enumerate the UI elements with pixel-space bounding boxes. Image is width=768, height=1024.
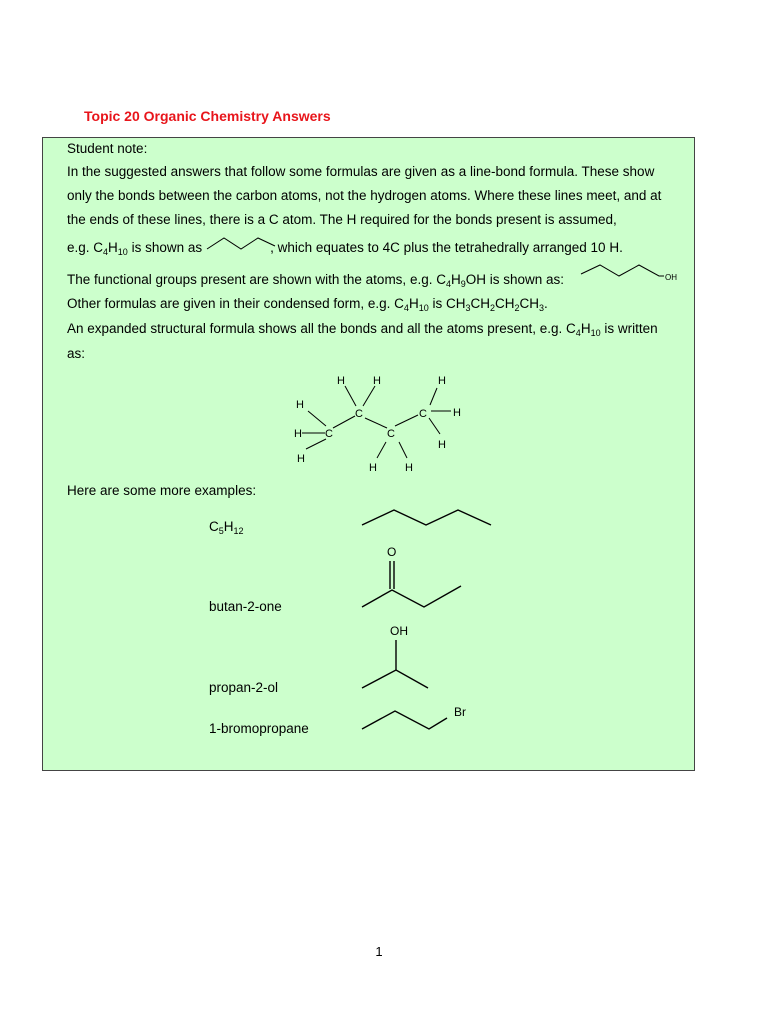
note-heading: Student note: — [67, 141, 148, 156]
note-line-3: the ends of these lines, there is a C atom. The H required for the bonds present is assumed, — [67, 212, 617, 227]
oh-label: OH — [665, 273, 677, 282]
butanol-skeletal-formula — [580, 262, 690, 292]
note-line-1: In the suggested answers that follow some formulas are given as a line-bond formula. These show — [67, 164, 655, 179]
carbon-atom: C — [325, 428, 333, 440]
examples-heading: Here are some more examples: — [67, 483, 257, 498]
carbon-atom: C — [419, 408, 427, 420]
note-line-6: Other formulas are given in their condensed form, e.g. $C_4H_{10}$ is $CH_3CH_2CH_2CH_3$. — [67, 296, 548, 313]
hydrogen-atom: H — [438, 375, 446, 387]
pentane-skeletal-formula — [361, 508, 493, 528]
carbon-atom: C — [355, 408, 363, 420]
hydroxyl-label: OH — [390, 624, 408, 638]
hydrogen-atom: H — [297, 453, 305, 465]
note-line-7: An expanded structural formula shows all the bonds and all the atoms present, e.g. $C_4H_{10}$ is written — [67, 321, 658, 338]
hydrogen-atom: H — [294, 428, 302, 440]
note-line-5: The functional groups present are shown with the atoms, e.g. $C_4H_9OH$ is shown as: — [67, 272, 565, 289]
bromopropane-skeletal-formula — [361, 703, 476, 733]
propanol-skeletal-formula — [361, 621, 431, 691]
bromine-label: Br — [454, 705, 466, 719]
hydrogen-atom: H — [373, 375, 381, 387]
oxygen-label: O — [387, 545, 397, 559]
pentane-label: $C_5H_{12}$ — [209, 519, 244, 536]
hydrogen-atom: H — [405, 462, 413, 474]
bromopropane-label: 1-bromopropane — [209, 721, 309, 736]
page-number: 1 — [375, 944, 383, 959]
hydrogen-atom: H — [296, 399, 304, 411]
note-line-4: e.g. $C_4H_{10}$ is shown as , which equates to 4C plus the tetrahedrally arranged 10 H. — [67, 240, 623, 257]
note-line-2: only the bonds between the carbon atoms, not the hydrogen atoms. Where these lines meet, and at — [67, 188, 662, 203]
carbon-atom: C — [387, 428, 395, 440]
butane-skeletal-formula — [206, 234, 276, 254]
expanded-structural-formula — [277, 366, 487, 476]
hydrogen-atom: H — [369, 462, 377, 474]
note-line-8: as: — [67, 346, 86, 361]
student-note-box — [42, 137, 695, 771]
page-title: Topic 20 Organic Chemistry Answers — [84, 108, 331, 124]
hydrogen-atom: H — [337, 375, 345, 387]
butanone-label: butan-2-one — [209, 599, 282, 614]
butanone-skeletal-formula — [361, 543, 463, 609]
hydrogen-atom: H — [453, 407, 461, 419]
propanol-label: propan-2-ol — [209, 680, 279, 695]
hydrogen-atom: H — [438, 439, 446, 451]
